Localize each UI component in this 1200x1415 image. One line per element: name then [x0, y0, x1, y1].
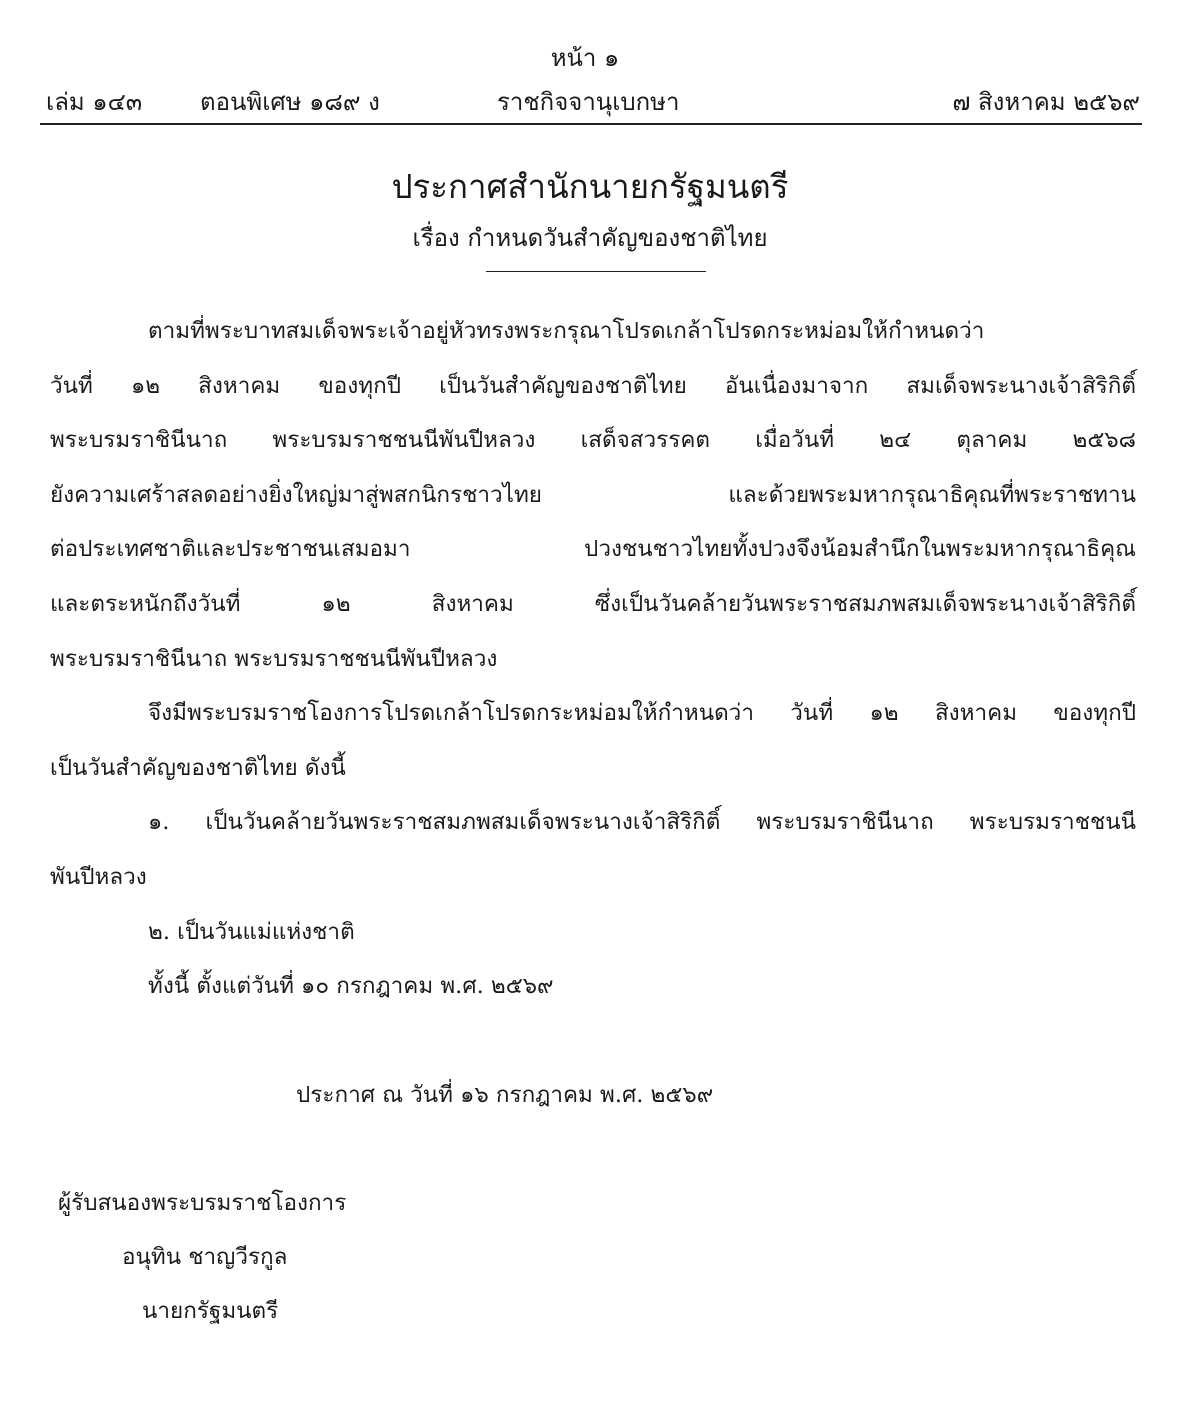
gazette-section: ตอนพิเศษ ๑๘๙ ง [200, 88, 380, 116]
header-divider [40, 123, 1142, 125]
gazette-date: ๗ สิงหาคม ๒๕๖๙ [952, 88, 1140, 116]
body-line: และตระหนักถึงวันที่ ๑๒ สิงหาคม ซึ่งเป็นวันคล้ายวันพระราชสมภพสมเด็จพระนางเจ้าสิริกิติ์ [50, 590, 1136, 617]
gazette-name: ราชกิจจานุเบกษา [497, 88, 680, 116]
body-line: จึงมีพระบรมราชโองการโปรดเกล้าโปรดกระหม่อมให้กำหนดว่า วันที่ ๑๒ สิงหาคม ของทุกปี [148, 700, 1136, 727]
countersign-label: ผู้รับสนองพระบรมราชโองการ [58, 1190, 347, 1216]
body-line: พันปีหลวง [50, 863, 147, 890]
effective-date: ทั้งนี้ ตั้งแต่วันที่ ๑๐ กรกฎาคม พ.ศ. ๒๕๖๙ [148, 973, 554, 1000]
signer-position: นายกรัฐมนตรี [142, 1298, 279, 1324]
page-number: หน้า ๑ [550, 44, 620, 72]
body-line: พระบรมราชินีนาถ พระบรมราชชนนีพันปีหลวง [50, 645, 498, 672]
body-line: เป็นวันสำคัญของชาติไทย ดังนี้ [50, 754, 346, 781]
body-line: พระบรมราชินีนาถ พระบรมราชชนนีพันปีหลวง เสด็จสวรรคต เมื่อวันที่ ๒๔ ตุลาคม ๒๕๖๘ [50, 427, 1136, 454]
body-line: ตามที่พระบาทสมเด็จพระเจ้าอยู่หัวทรงพระกรุณาโปรดเกล้าโปรดกระหม่อมให้กำหนดว่า [148, 318, 985, 344]
document-subject: เรื่อง กำหนดวันสำคัญของชาติไทย [412, 224, 768, 252]
gazette-volume: เล่ม ๑๔๓ [46, 88, 143, 116]
title-divider [486, 271, 706, 272]
body-line: วันที่ ๑๒ สิงหาคม ของทุกปี เป็นวันสำคัญของชาติไทย อันเนื่องมาจาก สมเด็จพระนางเจ้าสิริกิติ์ [50, 372, 1136, 399]
list-item: ๑. เป็นวันคล้ายวันพระราชสมภพสมเด็จพระนางเจ้าสิริกิติ์ พระบรมราชินีนาถ พระบรมราชชนนี [148, 809, 1136, 836]
body-line: ต่อประเทศชาติและประชาชนเสมอมา ปวงชนชาวไทยทั้งปวงจึงน้อมสำนึกในพระมหากรุณาธิคุณ [50, 536, 1136, 563]
document-title: ประกาศสำนักนายกรัฐมนตรี [391, 167, 789, 206]
document-body [50, 304, 1136, 1014]
announcement-date: ประกาศ ณ วันที่ ๑๖ กรกฎาคม พ.ศ. ๒๕๖๙ [296, 1082, 714, 1108]
signer-name: อนุทิน ชาญวีรกูล [122, 1244, 288, 1270]
body-line: ยังความเศร้าสลดอย่างยิ่งใหญ่มาสู่พสกนิกรชาวไทย และด้วยพระมหากรุณาธิคุณที่พระราชทาน [50, 481, 1136, 508]
list-item: ๒. เป็นวันแม่แห่งชาติ [148, 918, 355, 945]
gazette-header [42, 82, 1140, 118]
